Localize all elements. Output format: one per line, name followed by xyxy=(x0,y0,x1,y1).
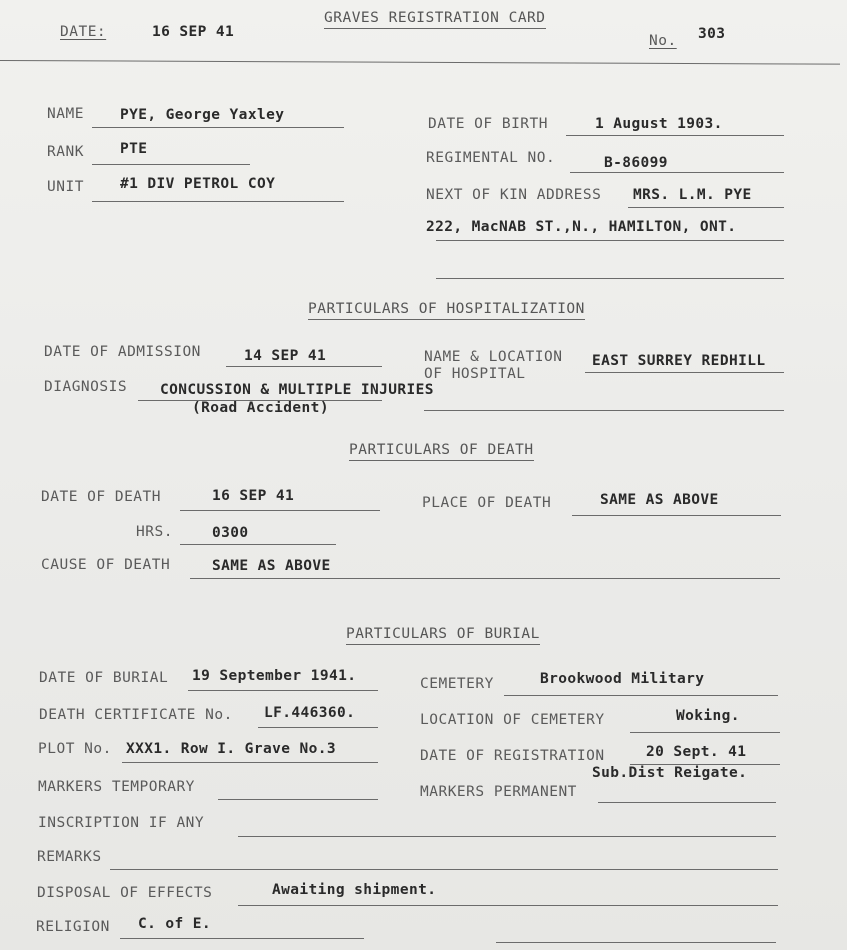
death-date-label: DATE OF DEATH xyxy=(41,489,161,505)
regno-value: B-86099 xyxy=(604,155,668,171)
death-place-line xyxy=(572,515,781,516)
markers-temporary-label: MARKERS TEMPORARY xyxy=(38,779,195,795)
name-line xyxy=(92,127,344,128)
certificate-line xyxy=(258,727,378,728)
death-hrs-label: HRS. xyxy=(136,524,173,540)
plot-line xyxy=(122,762,378,763)
cemetery-location-label: LOCATION OF CEMETERY xyxy=(420,712,605,728)
diagnosis-value-2: (Road Accident) xyxy=(192,400,329,416)
remarks-label: REMARKS xyxy=(37,849,102,865)
death-place-value: SAME AS ABOVE xyxy=(600,492,719,508)
card-title: GRAVES REGISTRATION CARD xyxy=(324,11,546,29)
hospitalization-heading: PARTICULARS OF HOSPITALIZATION xyxy=(308,302,585,320)
cemetery-label: CEMETERY xyxy=(420,676,494,692)
cemetery-location-line xyxy=(630,732,780,733)
effects-line xyxy=(238,905,778,906)
diagnosis-value-1: CONCUSSION & MULTIPLE INJURIES xyxy=(160,382,434,398)
inscription-line xyxy=(238,836,776,837)
inscription-label: INSCRIPTION IF ANY xyxy=(38,815,205,831)
diagnosis-label: DIAGNOSIS xyxy=(44,379,128,395)
religion-line xyxy=(120,938,364,939)
nok-label: NEXT OF KIN ADDRESS xyxy=(426,187,602,203)
burial-date-label: DATE OF BURIAL xyxy=(39,670,169,686)
registration-value: 20 Sept. 41 xyxy=(646,744,747,760)
admission-line xyxy=(226,366,382,367)
rank-value: PTE xyxy=(120,141,148,157)
effects-value: Awaiting shipment. xyxy=(272,882,437,898)
regno-line xyxy=(570,172,784,173)
plot-value: XXX1. Row I. Grave No.3 xyxy=(126,741,336,757)
death-hrs-value: 0300 xyxy=(212,525,249,541)
death-cause-label: CAUSE OF DEATH xyxy=(41,557,171,573)
diagnosis-line xyxy=(138,400,382,401)
unit-label: UNIT xyxy=(47,179,84,195)
burial-date-line xyxy=(188,690,378,691)
death-date-value: 16 SEP 41 xyxy=(212,488,295,504)
certificate-value: LF.446360. xyxy=(264,705,356,721)
header-rule xyxy=(0,60,840,65)
regno-label: REGIMENTAL NO. xyxy=(426,150,556,166)
card-number-value: 303 xyxy=(698,26,726,42)
markers-permanent-line xyxy=(598,802,776,803)
cemetery-value: Brookwood Military xyxy=(540,671,705,687)
death-heading: PARTICULARS OF DEATH xyxy=(349,443,534,461)
cemetery-line xyxy=(504,695,778,696)
dob-line xyxy=(566,135,784,136)
date-label: DATE: xyxy=(60,24,107,40)
certificate-label: DEATH CERTIFICATE No. xyxy=(39,707,233,723)
rank-line xyxy=(92,164,250,165)
date-value: 16 SEP 41 xyxy=(152,24,235,40)
nok-value-line1: MRS. L.M. PYE xyxy=(633,187,752,203)
nok-value-line2: 222, MacNAB ST.,N., HAMILTON, ONT. xyxy=(426,219,737,235)
markers-permanent-label: MARKERS PERMANENT xyxy=(420,784,577,800)
registration-value-2: Sub.Dist Reigate. xyxy=(592,765,748,781)
nok-line-3 xyxy=(436,278,784,279)
dob-value: 1 August 1903. xyxy=(595,116,723,132)
admission-label: DATE OF ADMISSION xyxy=(44,344,201,360)
death-hrs-line xyxy=(180,544,336,545)
admission-value: 14 SEP 41 xyxy=(244,348,327,364)
cemetery-location-value: Woking. xyxy=(676,708,740,724)
hospital-value: EAST SURREY REDHILL xyxy=(592,353,766,369)
hospital-label-2: OF HOSPITAL xyxy=(424,366,526,382)
name-label: NAME xyxy=(47,106,84,122)
religion-value: C. of E. xyxy=(138,916,212,932)
death-cause-value: SAME AS ABOVE xyxy=(212,558,331,574)
unit-value: #1 DIV PETROL COY xyxy=(120,176,276,192)
rank-label: RANK xyxy=(47,144,84,160)
death-cause-line xyxy=(190,578,780,579)
footer-line xyxy=(496,942,776,943)
effects-label: DISPOSAL OF EFFECTS xyxy=(37,885,213,901)
card-number-label: No. xyxy=(649,33,677,49)
burial-heading: PARTICULARS OF BURIAL xyxy=(346,627,540,645)
plot-label: PLOT No. xyxy=(38,741,112,757)
hospital-line xyxy=(585,372,784,373)
dob-label: DATE OF BIRTH xyxy=(428,116,548,132)
name-value: PYE, George Yaxley xyxy=(120,107,285,123)
nok-line-1 xyxy=(628,207,784,208)
death-place-label: PLACE OF DEATH xyxy=(422,495,552,511)
hospital-label-1: NAME & LOCATION xyxy=(424,349,563,365)
death-date-line xyxy=(180,510,380,511)
diagnosis-line-2 xyxy=(424,410,784,411)
religion-label: RELIGION xyxy=(36,919,110,935)
nok-line-2 xyxy=(436,240,784,241)
markers-temporary-line xyxy=(218,799,378,800)
unit-line xyxy=(92,201,344,202)
remarks-line xyxy=(110,869,778,870)
burial-date-value: 19 September 1941. xyxy=(192,668,357,684)
registration-label: DATE OF REGISTRATION xyxy=(420,748,605,764)
